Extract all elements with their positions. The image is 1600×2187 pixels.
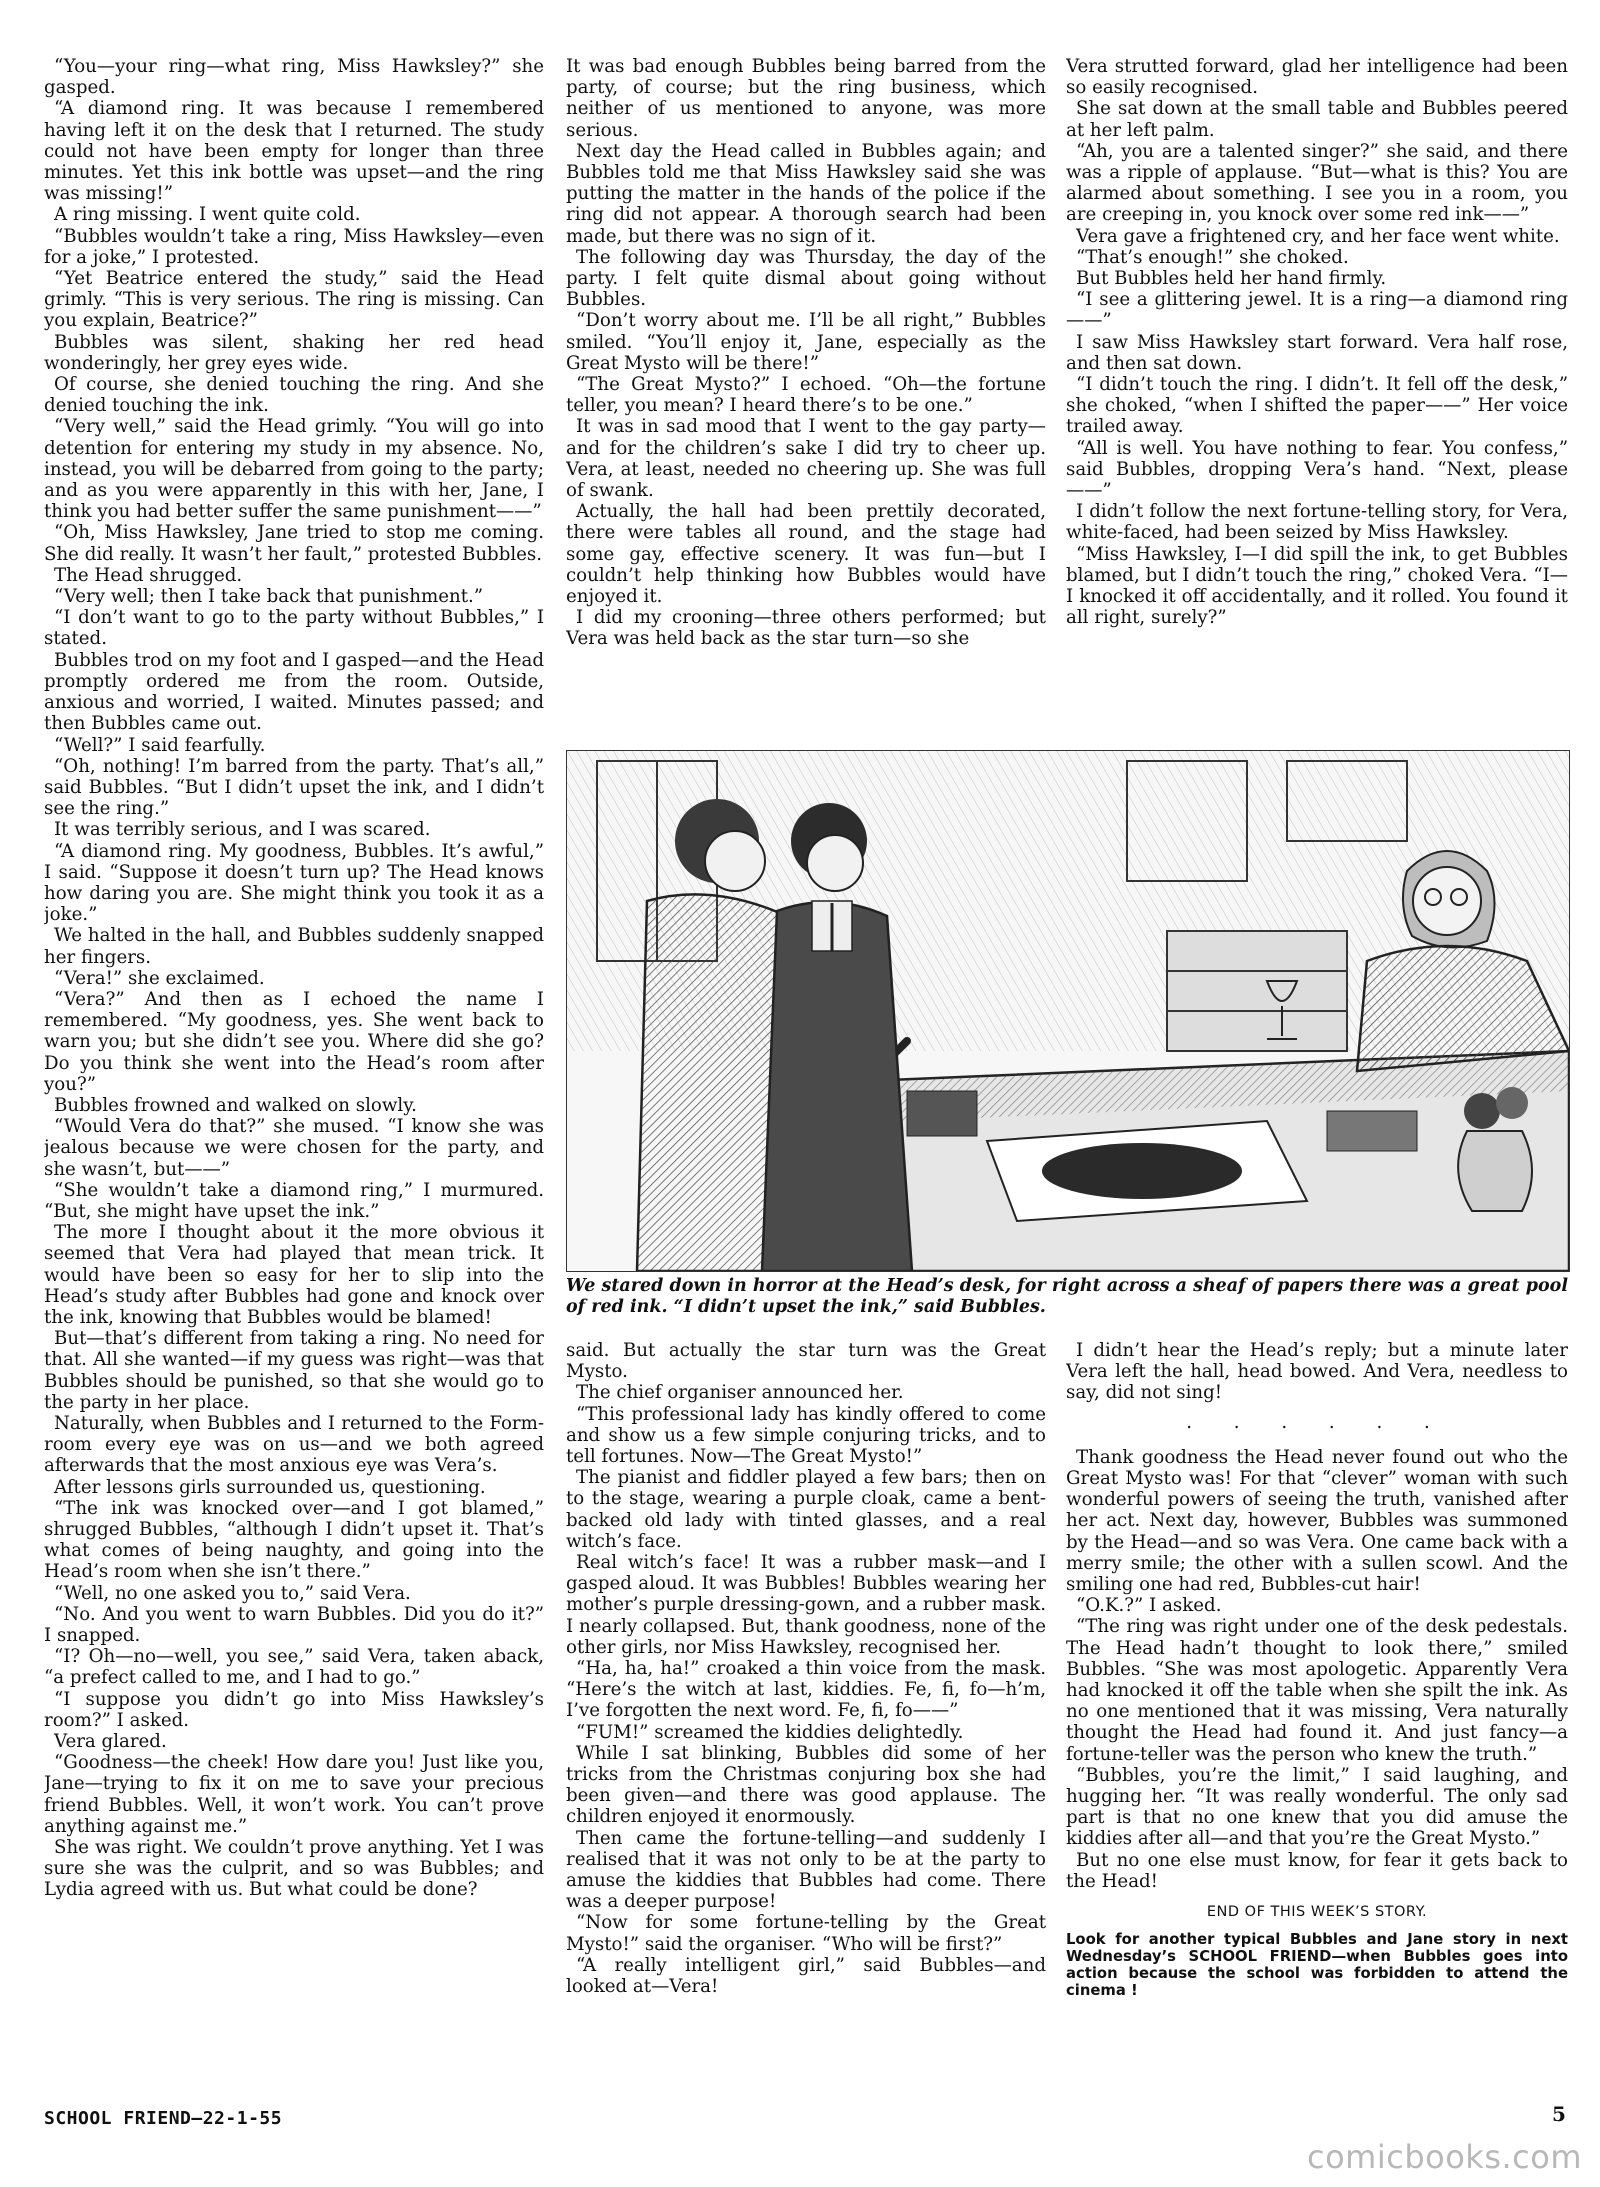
story-paragraph: The chief organiser announced her. [576,1382,904,1404]
story-paragraph: “Vera?” And then as I echoed the name I remembered. “My goodness, yes. She went back to warn you; but she didn’t see you. Where did she go? Do you think she went into the Head’s room after you?” [44,988,544,1095]
story-paragraph: The Head shrugged. [54,564,243,586]
story-paragraph: Vera strutted forward, glad her intelligence had been so easily recognised. [1066,56,1568,99]
story-paragraph: Vera glared. [54,1731,167,1753]
story-paragraph: I didn’t hear the Head’s reply; but a minute later Vera left the hall, head bowed. And Vera, needless to say, did not sing! [1066,1340,1568,1404]
story-paragraph: “Don’t worry about me. I’ll be all right,” Bubbles smiled. “You’ll enjoy it, Jane, especially as the Great Mysto will be there!” [566,310,1046,374]
story-paragraph: “You—your ring—what ring, Miss Hawksley?” she gasped. [44,56,544,99]
page-number: 5 [1552,2102,1566,2126]
story-paragraph: “A diamond ring. My goodness, Bubbles. It’s awful,” I said. “Suppose it doesn’t turn up? The Head knows how daring you are. She might think you took it as a joke.” [44,840,544,926]
story-paragraph: I didn’t follow the next fortune-telling story, for Vera, white-faced, had been seized by Miss Hawksley. [1066,501,1568,544]
story-paragraph: “The ring was right under one of the desk pedestals. The Head hadn’t thought to look there,” smiled Bubbles. “She was most apologetic. Apparently Vera had knocked it off the table when she spilt the ink. As no one mentioned that it was missing, Vera naturally thought the Head had found it. And just fancy—a fortune-teller was the person who knew the truth.” [1066,1616,1568,1765]
story-paragraph: “All is well. You have nothing to fear. You confess,” said Bubbles, dropping Vera’s hand. “Next, please——” [1066,437,1568,502]
illustration-caption: We stared down in horror at the Head’s desk, for right across a sheaf of papers there was a great pool of red ink. “I didn’t upset the ink,” said Bubbles. [566,1276,1568,1317]
story-paragraph: A ring missing. I went quite cold. [54,204,361,226]
story-paragraph: “That’s enough!” she choked. [1076,246,1349,268]
story-paragraph: Bubbles was silent, shaking her red head wonderingly, her grey eyes wide. [44,331,544,374]
story-paragraph: Naturally, when Bubbles and I returned to the Form-room every eye was on us—and we both agreed afterwards that the most anxious eye was Vera’s. [44,1413,544,1477]
story-paragraph: “Now for some fortune-telling by the Great Mysto!” said the organiser. “Who will be first?” [566,1912,1046,1955]
story-paragraph: “Very well,” said the Head grimly. “You will go into detention for entering my study in my absence. No, instead, you will be debarred from going to the party; and as you were apparently in this with her, Jane, I think you had better suffer the same punishment——” [44,416,544,523]
story-paragraph: “Miss Hawksley, I—I did spill the ink, to get Bubbles blamed, but I didn’t touch the ring,” choked Vera. “I—I knocked it off accidentally, and it rolled. You found it all right, surely?” [1066,543,1568,629]
story-paragraph: Next day the Head called in Bubbles again; and Bubbles told me that Miss Hawksley said she was putting the matter in the hands of the police if the ring did not appear. A thorough search had been made, but there was no sign of it. [566,140,1046,247]
story-paragraph: Thank goodness the Head never found out who the Great Mysto was! For that “clever” woman with such wonderful powers of seeing the truth, vanished after her act. Next day, however, Bubbles was summoned by the Head—and so was Vera. One came back with a merry smile; the other with a sullen scowl. And the smiling one had red, Bubbles-cut hair! [1066,1446,1568,1596]
story-column-5 [1066,1340,1568,2100]
story-paragraph: “O.K.?” I asked. [1076,1595,1222,1617]
story-paragraph: “Would Vera do that?” she mused. “I know she was jealous because we were chosen for the party, and she wasn’t, but——” [44,1116,544,1180]
story-paragraph: It was bad enough Bubbles being barred from the party, of course; but the ring business, which neither of us mentioned to anyone, was more serious. [566,56,1046,141]
story-column-1 [44,56,544,2081]
story-paragraph: Actually, the hall had been prettily decorated, there were tables all round, and the stage had some gay, effective scenery. It was fun—but I couldn’t help thinking how Bubbles would have enjoyed it. [566,501,1046,608]
story-paragraph: While I sat blinking, Bubbles did some of her tricks from the Christmas conjuring box she had been given—and there was good applause. The children enjoyed it enormously. [566,1742,1046,1828]
story-paragraph: “The Great Mysto?” I echoed. “Oh—the fortune teller, you mean? I heard there’s to be one.” [566,374,1046,417]
story-paragraph: “Well?” I said fearfully. [54,734,266,756]
story-paragraph: “A diamond ring. It was because I remembered having left it on the desk that I returned. The study could not have been empty for longer than three minutes. Yet this ink bottle was upset—and the ring was missing!” [44,98,544,205]
story-paragraph: “Yet Beatrice entered the study,” said the Head grimly. “This is very serious. The ring is missing. Can you explain, Beatrice?” [44,268,544,332]
story-paragraph: “Well, no one asked you to,” said Vera. [54,1582,411,1604]
story-paragraph: Bubbles trod on my foot and I gasped—and the Head promptly ordered me from the room. Outside, anxious and worried, I waited. Minutes passed; and then Bubbles came out. [44,649,544,735]
story-paragraph: She was right. We couldn’t prove anything. Yet I was sure she was the culprit, and so was Bubbles; and Lydia agreed with us. But what could be done? [44,1837,544,1901]
story-paragraph: “Ah, you are a talented singer?” she said, and there was a ripple of applause. “But—what is this? You are alarmed about something. I see you in a room, you are creeping in, you knock over some red ink——” [1066,140,1568,226]
story-paragraph: “FUM!” screamed the kiddies delightedly. [576,1721,964,1743]
story-paragraph: “I didn’t touch the ring. I didn’t. It fell off the desk,” she choked, “when I shifted the paper——” Her voice trailed away. [1066,374,1568,438]
story-paragraph: “A really intelligent girl,” said Bubbles—and looked at—Vera! [566,1954,1046,1998]
story-paragraph: said. But actually the star turn was the Great Mysto. [566,1340,1046,1383]
story-paragraph: After lessons girls surrounded us, questioning. [54,1476,486,1498]
section-separator: . . . . . . [1186,1411,1448,1433]
story-paragraph: She sat down at the small table and Bubbles peered at her left palm. [1066,98,1568,141]
next-issue-promo: Look for another typical Bubbles and Jane story in next Wednesday’s SCHOOL FRIEND—when Bubbles goes into action because the school was forbidden to attend the cinema ! [1066,1931,1568,2000]
story-paragraph: Of course, she denied touching the ring. And she denied touching the ink. [44,374,544,417]
story-paragraph: Then came the fortune-telling—and suddenly I realised that it was not only to be at the party to amuse the kiddies that Bubbles had come. There was a deeper purpose! [566,1827,1046,1913]
magazine-footer: SCHOOL FRIEND—22-1-55 [44,2108,283,2129]
story-paragraph: But—that’s different from taking a ring. No need for that. All she wanted—if my guess was right—was that Bubbles should be punished, so that she would go to the party in her place. [44,1328,544,1413]
story-paragraph: “I? Oh—no—well, you see,” said Vera, taken aback, “a prefect called to me, and I had to go.” [44,1646,544,1689]
story-paragraph: “Oh, Miss Hawksley, Jane tried to stop me coming. She did really. It wasn’t her fault,” protested Bubbles. [44,522,544,565]
story-paragraph: “Vera!” she exclaimed. [54,967,265,989]
story-paragraph: “I suppose you didn’t go into Miss Hawksley’s room?” I asked. [44,1688,544,1731]
story-paragraph: Real witch’s face! It was a rubber mask—and I gasped aloud. It was Bubbles! Bubbles wearing her mother’s purple dressing-gown, and a rubber mask. I nearly collapsed. But, thank goodness, none of the other girls, nor Miss Hawksley, recognised her. [566,1552,1046,1658]
story-paragraph: “I don’t want to go to the party without Bubbles,” I stated. [44,607,544,650]
story-paragraph: “The ink was knocked over—and I got blamed,” shrugged Bubbles, “although I didn’t upset it. That’s what comes of being naughty, and going into the Head’s room when she isn’t there.” [44,1497,544,1583]
story-paragraph: It was terribly serious, and I was scared. [54,819,431,841]
site-watermark: comicbooks.com [1306,2138,1582,2176]
story-column-2 [566,56,1046,746]
story-column-3 [1066,56,1568,746]
story-paragraph: “Bubbles wouldn’t take a ring, Miss Hawksley—even for a joke,” I protested. [44,225,544,268]
story-paragraph: “Goodness—the cheek! How dare you! Just like you, Jane—trying to fix it on me to save your precious friend Bubbles. Well, it won’t work. You can’t prove anything against me.” [44,1752,544,1837]
story-paragraph: It was in sad mood that I went to the gay party—and for the children’s sake I did try to cheer up. Vera, at least, needed no cheering up. She was full of swank. [566,416,1046,502]
story-paragraph: I saw Miss Hawksley start forward. Vera half rose, and then sat down. [1066,331,1568,374]
story-paragraph: But Bubbles held her hand firmly. [1076,268,1387,290]
story-paragraph: “Bubbles, you’re the limit,” I said laughing, and hugging her. “It was really wonderful. The only sad part is that no one knew that you did amuse the kiddies after all—and that you’re the Great Mysto.” [1066,1764,1568,1850]
story-paragraph: The pianist and fiddler played a few bars; then on to the stage, wearing a purple cloak, came a bent-backed old lady with tinted glasses, and a real witch’s face. [566,1467,1046,1552]
story-paragraph: “She wouldn’t take a diamond ring,” I murmured. “But, she might have upset the ink.” [44,1179,544,1222]
story-paragraph: But no one else must know, for fear it gets back to the Head! [1066,1849,1568,1892]
story-paragraph: “This professional lady has kindly offered to come and show us a few simple conjuring tricks, and to tell fortunes. Now—The Great Mysto!” [566,1403,1046,1468]
story-paragraph: The more I thought about it the more obvious it seemed that Vera had played that mean trick. It would have been so easy for her to slip into the Head’s study after Bubbles had gone and knock over the ink, knowing that Bubbles would be blamed! [44,1222,544,1328]
story-paragraph: “I see a glittering jewel. It is a ring—a diamond ring——” [1066,289,1568,332]
story-column-4 [566,1340,1046,2100]
story-end-note: END OF THIS WEEK’S STORY. [1206,1904,1428,1921]
story-paragraph: Vera gave a frightened cry, and her face went white. [1076,225,1560,247]
story-paragraph: “Oh, nothing! I’m barred from the party. That’s all,” said Bubbles. “But I didn’t upset the ink, and I didn’t see the ring.” [44,755,544,820]
story-paragraph: “Very well; then I take back that punishment.” [54,586,484,608]
story-paragraph: We halted in the hall, and Bubbles suddenly snapped her fingers. [44,925,544,968]
story-paragraph: “No. And you went to warn Bubbles. Did you do it?” I snapped. [44,1603,544,1647]
story-paragraph: The following day was Thursday, the day of the party. I felt quite dismal about going without Bubbles. [566,246,1046,311]
story-illustration [566,750,1570,1272]
story-paragraph: I did my crooning—three others performed; but Vera was held back as the star turn—so she [566,607,1046,650]
story-paragraph: Bubbles frowned and walked on slowly. [54,1094,417,1116]
story-paragraph: “Ha, ha, ha!” croaked a thin voice from the mask. “Here’s the witch at last, kiddies. Fe, fi, fo—h’m, I’ve forgotten the next word. Fe, fi, fo——” [566,1658,1046,1722]
